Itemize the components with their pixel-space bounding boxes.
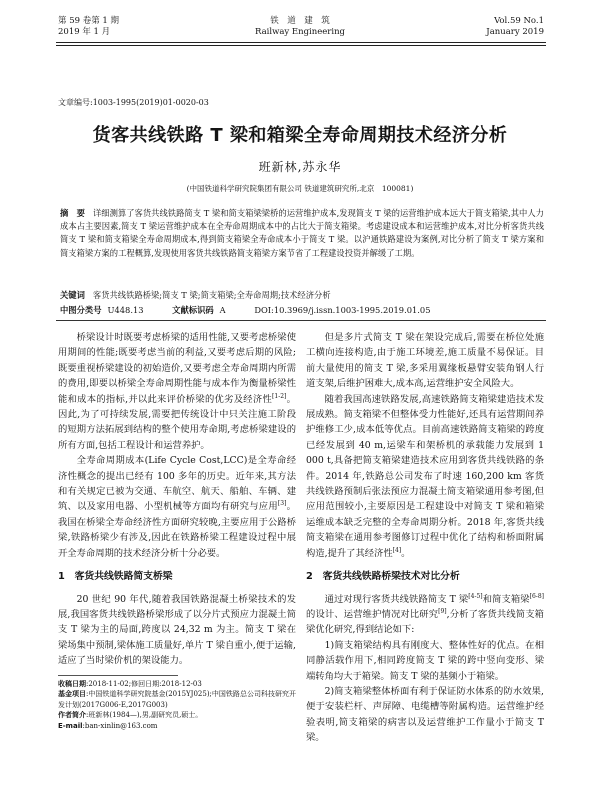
affiliation: (中国铁道科学研究院集团有限公司 铁道建筑研究所,北京 100081) <box>186 184 414 193</box>
footnote-text: :中国铁道科学研究院基金(2015YJ025);中国铁路总公司科技研究开发计划(2017G006-E,2017G003) <box>58 690 296 709</box>
footnote-email <box>58 721 296 732</box>
citation: [4-5] <box>468 592 483 600</box>
keywords <box>60 289 544 302</box>
abstract-label: 摘 要 <box>60 208 85 218</box>
footnote-label: E-mail <box>58 721 83 730</box>
citation: [3] <box>277 500 287 508</box>
footnote-label: 基金项目 <box>58 690 87 699</box>
paragraph <box>58 330 296 453</box>
classification-line <box>60 304 430 316</box>
paragraph-text: ,分析了客货共线简支箱梁优化研究,得到结论如下: <box>306 608 544 636</box>
paragraph-text: 全寿命周期成本(Life Cycle Cost,LCC)是全寿命经济性概念的提出已经有 100 多年的历史。近年来,其方法和有关规定已被为交通、车航空、航天、船舶、车辆、建筑、以及家用电器、小型机械等方面均有研究与应用 <box>58 455 296 513</box>
citation: [9] <box>438 607 447 615</box>
footnote-label: 收稿日期 <box>58 679 86 688</box>
header-rule-2 <box>56 45 546 46</box>
date-en: January 2019 <box>486 27 544 37</box>
authors: 班新林,苏永华 <box>258 160 342 174</box>
paragraph <box>58 453 296 561</box>
doc-code-label: 文献标识码 <box>172 305 214 315</box>
paragraph: 1)简支箱梁结构具有刚度大、整体性好的优点。在相同静活载作用下,相同跨度简支 T 梁的跨中竖向变形、梁端转角均大于箱梁。简支 T 梁的基频小于箱梁。 <box>306 639 544 682</box>
right-column <box>306 330 544 746</box>
header-rule-1 <box>56 42 546 43</box>
footnote-text: :2018-11-02;修回日期:2018-12-03 <box>86 679 202 688</box>
paragraph <box>306 592 544 638</box>
section-heading-2: 2 客货共线铁路桥梁技术对比分析 <box>306 571 460 583</box>
doc-code-value: A <box>219 305 226 315</box>
footnote-received <box>58 679 296 690</box>
footnote-rule <box>58 675 178 676</box>
citation: [1-2] <box>272 392 287 400</box>
paragraph-text: 。 <box>401 547 411 559</box>
abstract <box>60 207 544 260</box>
left-column <box>58 330 296 731</box>
paragraph: 20 世纪 90 年代,随着我国铁路混凝土桥梁技术的发展,我国客货共线铁路桥梁形成了以分片式预应力混凝土简支 T 梁为主的局面,跨度以 24,32 m 为主。简支 T 梁在梁场集中预制,梁体施工质量好,单片 T 梁自重小,便于运输,适应了当时梁价机的架设能力。 <box>58 593 296 667</box>
clc-value: U448.13 <box>107 305 144 315</box>
doi: DOI:10.3969/j.issn.1003-1995.2019.01.05 <box>254 305 431 315</box>
paragraph-text: 随着我国高速铁路发展,高速铁路简支箱梁建造技术发展成熟。简支箱梁不但整体受力性能好,还具有运营期间养护维修工少,成本低等优点。目前高速铁路简支箱梁的跨度已经发展到 40 m,运梁车和架桥机的承载能力发展到 1 000 t,具备把简支箱梁建造技术应用到客货共线铁路的条件。2014 年,铁路总公司发布了时速 160,200 km 客货共线铁路预制后张法预应力混凝土简支箱梁通用参考图,但应用范围较小,主要原因是工程建设中对简支 T 梁和箱梁运维成本缺乏完整的全寿命周期分析。2018 年,客货共线简支箱梁在通用参考图修订过程中优化了结构和桥面附属构造,提升了其经济性 <box>306 393 544 559</box>
paragraph-text: 。因此,为了可持续发展,需要把传统设计中只关注施工阶段的短期方法拓展到结构的整个使用寿命期,考虑桥梁建设的所有方面,包括工程设计和运营养护。 <box>58 393 296 451</box>
footnote-text: :班新林(1984—),男,副研究员,硕士。 <box>86 711 203 720</box>
footnote-label: 作者简介 <box>58 711 86 720</box>
footnote-fund <box>58 689 296 710</box>
paper-title: 货客共线铁路 T 梁和箱梁全寿命周期技术经济分析 <box>92 125 508 146</box>
journal-volume-en <box>486 16 544 38</box>
paragraph <box>306 392 544 561</box>
abstract-text: 详细测算了客货共线铁路简支 T 梁和简支箱梁梁桥的运营维护成本,发现简支 T 梁的运营维护成本远大于简支箱梁,其中人力成本占主要因素,简支 T 梁运营维护成本在全寿命周期成本中的占比大于简支箱梁。考虑建设成本和运营维护成本,对比分析客货共线简支 T 梁和简支箱梁全寿命周期成本,得到简支箱梁全寿命成本小于简支 T 梁。以沪通铁路建设为案例,对比分析了简支 T 梁方案和简支箱梁方案的工程概算,发现使用客货共线铁路简支箱梁方案节省了工程建设投资并解缓了工期。 <box>60 208 544 258</box>
paragraph-text: 。我国在桥梁全寿命经济性方面研究较晚,主要应用于公路桥梁,铁路桥梁少有涉及,因此在铁路桥梁工程建设过程中展开全寿命周期的技术经济分析十分必要。 <box>58 501 296 559</box>
paragraph-text: 的设计、运营维护情况对比研究 <box>306 608 439 620</box>
paragraph: 2)简支箱梁整体桥面有利于保证防水体系的防水效果,便于安装栏杆、声屏障、电缆槽等附属构造。运营维护经验表明,简支箱梁的病害以及运营维护工作量小于简支 T 梁。 <box>306 685 544 744</box>
footnote-text: :ban-xinlin@163.com <box>82 721 158 730</box>
keywords-label: 关键词 <box>60 290 85 300</box>
paragraph-text: 通过对现行客货共线铁路简支 T 梁 <box>324 593 469 605</box>
clc-label: 中图分类号 <box>60 305 102 315</box>
pub-date: 2019 年 1 月 <box>58 27 111 37</box>
keywords-text: 客货共线铁路桥梁;简支 T 梁;简支箱梁;全寿命周期;技术经济分析 <box>92 290 331 300</box>
citation: [4] <box>392 546 402 554</box>
paragraph: 但是多片式简支 T 梁在架设完成后,需要在桥位处施工横向连接构造,由于施工环境差,施工质量不易保证。目前大量使用的简支 T 梁,多采用翼缘板悬臂安装角钢人行道支架,后维护困难大,成本高,运营维护安全风险大。 <box>306 332 544 390</box>
journal-name-en: Railway Engineering <box>254 27 346 37</box>
paragraph-text: 桥梁设计时既要考虑桥梁的适用性能,又要考虑桥梁使用期间的性能;既要考虑当前的利益,又要考虑后期的风险;既要重视桥梁建设的初始造价,又要考虑全寿命周期内所需的费用,即要以桥梁全寿命周期性能与成本作为衡量桥梁性能和成本的指标,并以此来评价桥梁的优劣及经济性 <box>58 332 296 405</box>
footnote-bio <box>58 710 296 721</box>
volume-en: Vol.59 No.1 <box>494 16 544 26</box>
section-divider <box>56 320 546 321</box>
section-heading-1: 1 客货共线铁路简支桥梁 <box>58 571 173 583</box>
journal-name-cn: 铁 道 建 筑 <box>270 16 330 26</box>
volume-issue: 第 59 卷第 1 期 <box>58 16 120 26</box>
paragraph-text: 和简支箱梁 <box>482 593 530 605</box>
article-number: 文章编号:1003-1995(2019)01-0020-03 <box>58 98 209 107</box>
citation: [6-8] <box>529 592 544 600</box>
